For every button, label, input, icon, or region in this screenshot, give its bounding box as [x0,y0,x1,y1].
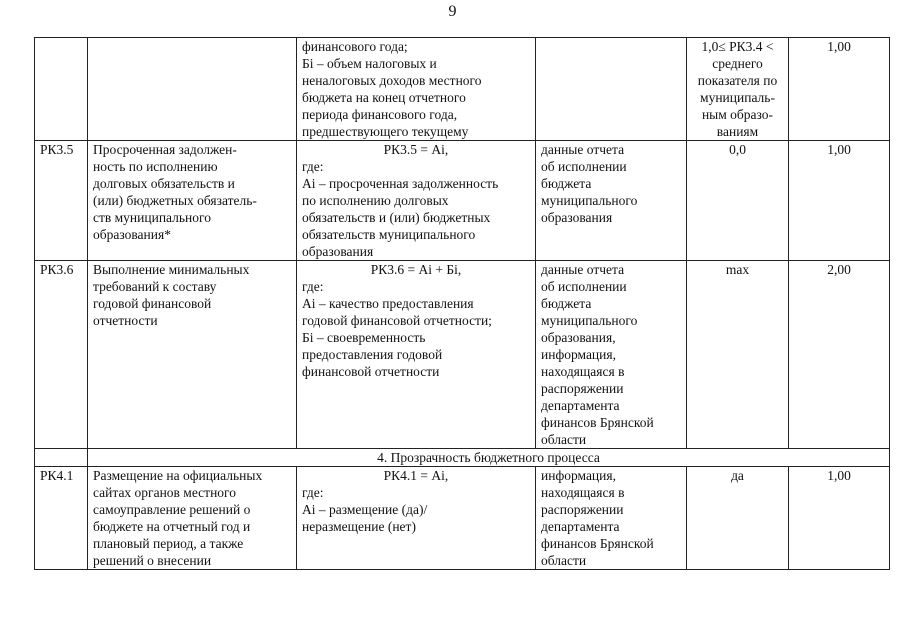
cell-line: самоуправление решений о [93,502,251,517]
indicator-code [35,38,88,141]
cell-line: Бi – объем налоговых и [302,56,437,71]
formula-title: РК3.6 = Аi + Бi, [370,262,462,277]
indicator-formula [297,141,536,261]
indicator-formula [297,38,536,141]
cell-line: образования, [541,330,616,345]
cell-line: среднего [712,56,763,71]
section-heading-row [35,449,890,467]
cell-line: распоряжении [541,502,624,517]
indicator-source [536,141,687,261]
indicator-code: РК4.1 [35,467,88,570]
indicator-name [88,141,297,261]
cell-line: департамента [541,398,620,413]
cell-line: обязательств и (или) бюджетных [302,210,491,225]
indicator-name [88,261,297,449]
cell-line: ваниям [716,124,759,139]
cell-line: решений о внесении [93,553,212,568]
cell-line: бюджета [541,296,592,311]
cell-line: области [541,553,587,568]
cell-line: годовой финансовой отчетности; [302,313,492,328]
cell-line: предоставления годовой [302,347,443,362]
cell-line: периода финансового года, [302,107,458,122]
cell-line: плановый период, а также [93,536,244,551]
table-row [35,141,890,261]
cell-line: Аi – качество предоставления [302,296,474,311]
cell-line: долговых обязательств и [93,176,235,191]
cell-line: образования [302,244,374,259]
cell-line: муниципального [541,193,638,208]
cell-line: бюджете на отчетный год и [93,519,251,534]
table-row [35,38,890,141]
section-heading: 4. Прозрачность бюджетного процесса [88,449,890,467]
table-row [35,467,890,570]
cell-line: да [731,468,744,483]
cell-line: находящаяся в [541,485,625,500]
indicator-value [687,141,789,261]
cell-line: информация, [541,468,616,483]
cell-line: показателя по [697,73,778,88]
cell-line: образования [541,210,613,225]
cell-line: образования* [93,227,171,242]
cell-line: данные отчета [541,142,625,157]
cell-line: бюджета [541,176,592,191]
cell-line: 1,0≤ РК3.4 < [701,39,774,54]
cell-line: отчетности [93,313,158,328]
indicator-weight: 1,00 [789,38,890,141]
indicator-formula [297,467,536,570]
cell-line: требований к составу [93,279,217,294]
cell-line: Размещение на официальных [93,468,263,483]
cell-line: где: [302,159,324,174]
cell-line: информация, [541,347,616,362]
cell-line: где: [302,485,324,500]
cell-line: 0,0 [729,142,746,157]
cell-line: области [541,432,587,447]
cell-line: Бi – своевременность [302,330,426,345]
cell-line: департамента [541,519,620,534]
cell-line: max [725,262,750,277]
cell-line: данные отчета [541,262,625,277]
page-number: 9 [448,3,457,20]
indicator-source [536,467,687,570]
cell-line: годовой финансовой [93,296,212,311]
cell-line: муниципального [541,313,638,328]
indicator-name [88,467,297,570]
indicator-table [34,37,890,570]
indicator-name [88,38,297,141]
cell-line: ность по исполнению [93,159,218,174]
cell-line: финансов Брянской [541,415,654,430]
indicator-code: РК3.5 [35,141,88,261]
indicator-value [687,261,789,449]
indicator-weight: 1,00 [789,467,890,570]
cell-line: Просроченная задолжен- [93,142,237,157]
table-row [35,261,890,449]
cell-line: неразмещение (нет) [302,519,416,534]
cell-line: Аi – просроченная задолженность [302,176,499,191]
cell-line: ств муниципального [93,210,211,225]
cell-line: финансового года; [302,39,408,54]
cell-line: обязательств муниципального [302,227,476,242]
cell-line: ным образо- [701,107,774,122]
cell-line: где: [302,279,324,294]
indicator-source [536,38,687,141]
cell-line: неналоговых доходов местного [302,73,482,88]
cell-line: по исполнению долговых [302,193,449,208]
cell-line: находящаяся в [541,364,625,379]
cell-line: распоряжении [541,381,624,396]
cell-line: финансов Брянской [541,536,654,551]
cell-line: сайтах органов местного [93,485,236,500]
indicator-weight: 1,00 [789,141,890,261]
cell-line: бюджета на конец отчетного [302,90,466,105]
indicator-value [687,38,789,141]
cell-line: финансовой отчетности [302,364,440,379]
indicator-source [536,261,687,449]
cell-line: об исполнении [541,279,627,294]
cell-line: муниципаль- [700,90,775,105]
cell-line: (или) бюджетных обязатель- [93,193,257,208]
cell-line: об исполнении [541,159,627,174]
section-blank-cell [35,449,88,467]
indicator-weight: 2,00 [789,261,890,449]
indicator-code: РК3.6 [35,261,88,449]
indicator-formula [297,261,536,449]
formula-title: РК4.1 = Аi, [383,468,449,483]
indicator-value [687,467,789,570]
cell-line: Аi – размещение (да)/ [302,502,428,517]
formula-title: РК3.5 = Аi, [383,142,449,157]
cell-line: предшествующего текущему [302,124,469,139]
cell-line: Выполнение минимальных [93,262,250,277]
